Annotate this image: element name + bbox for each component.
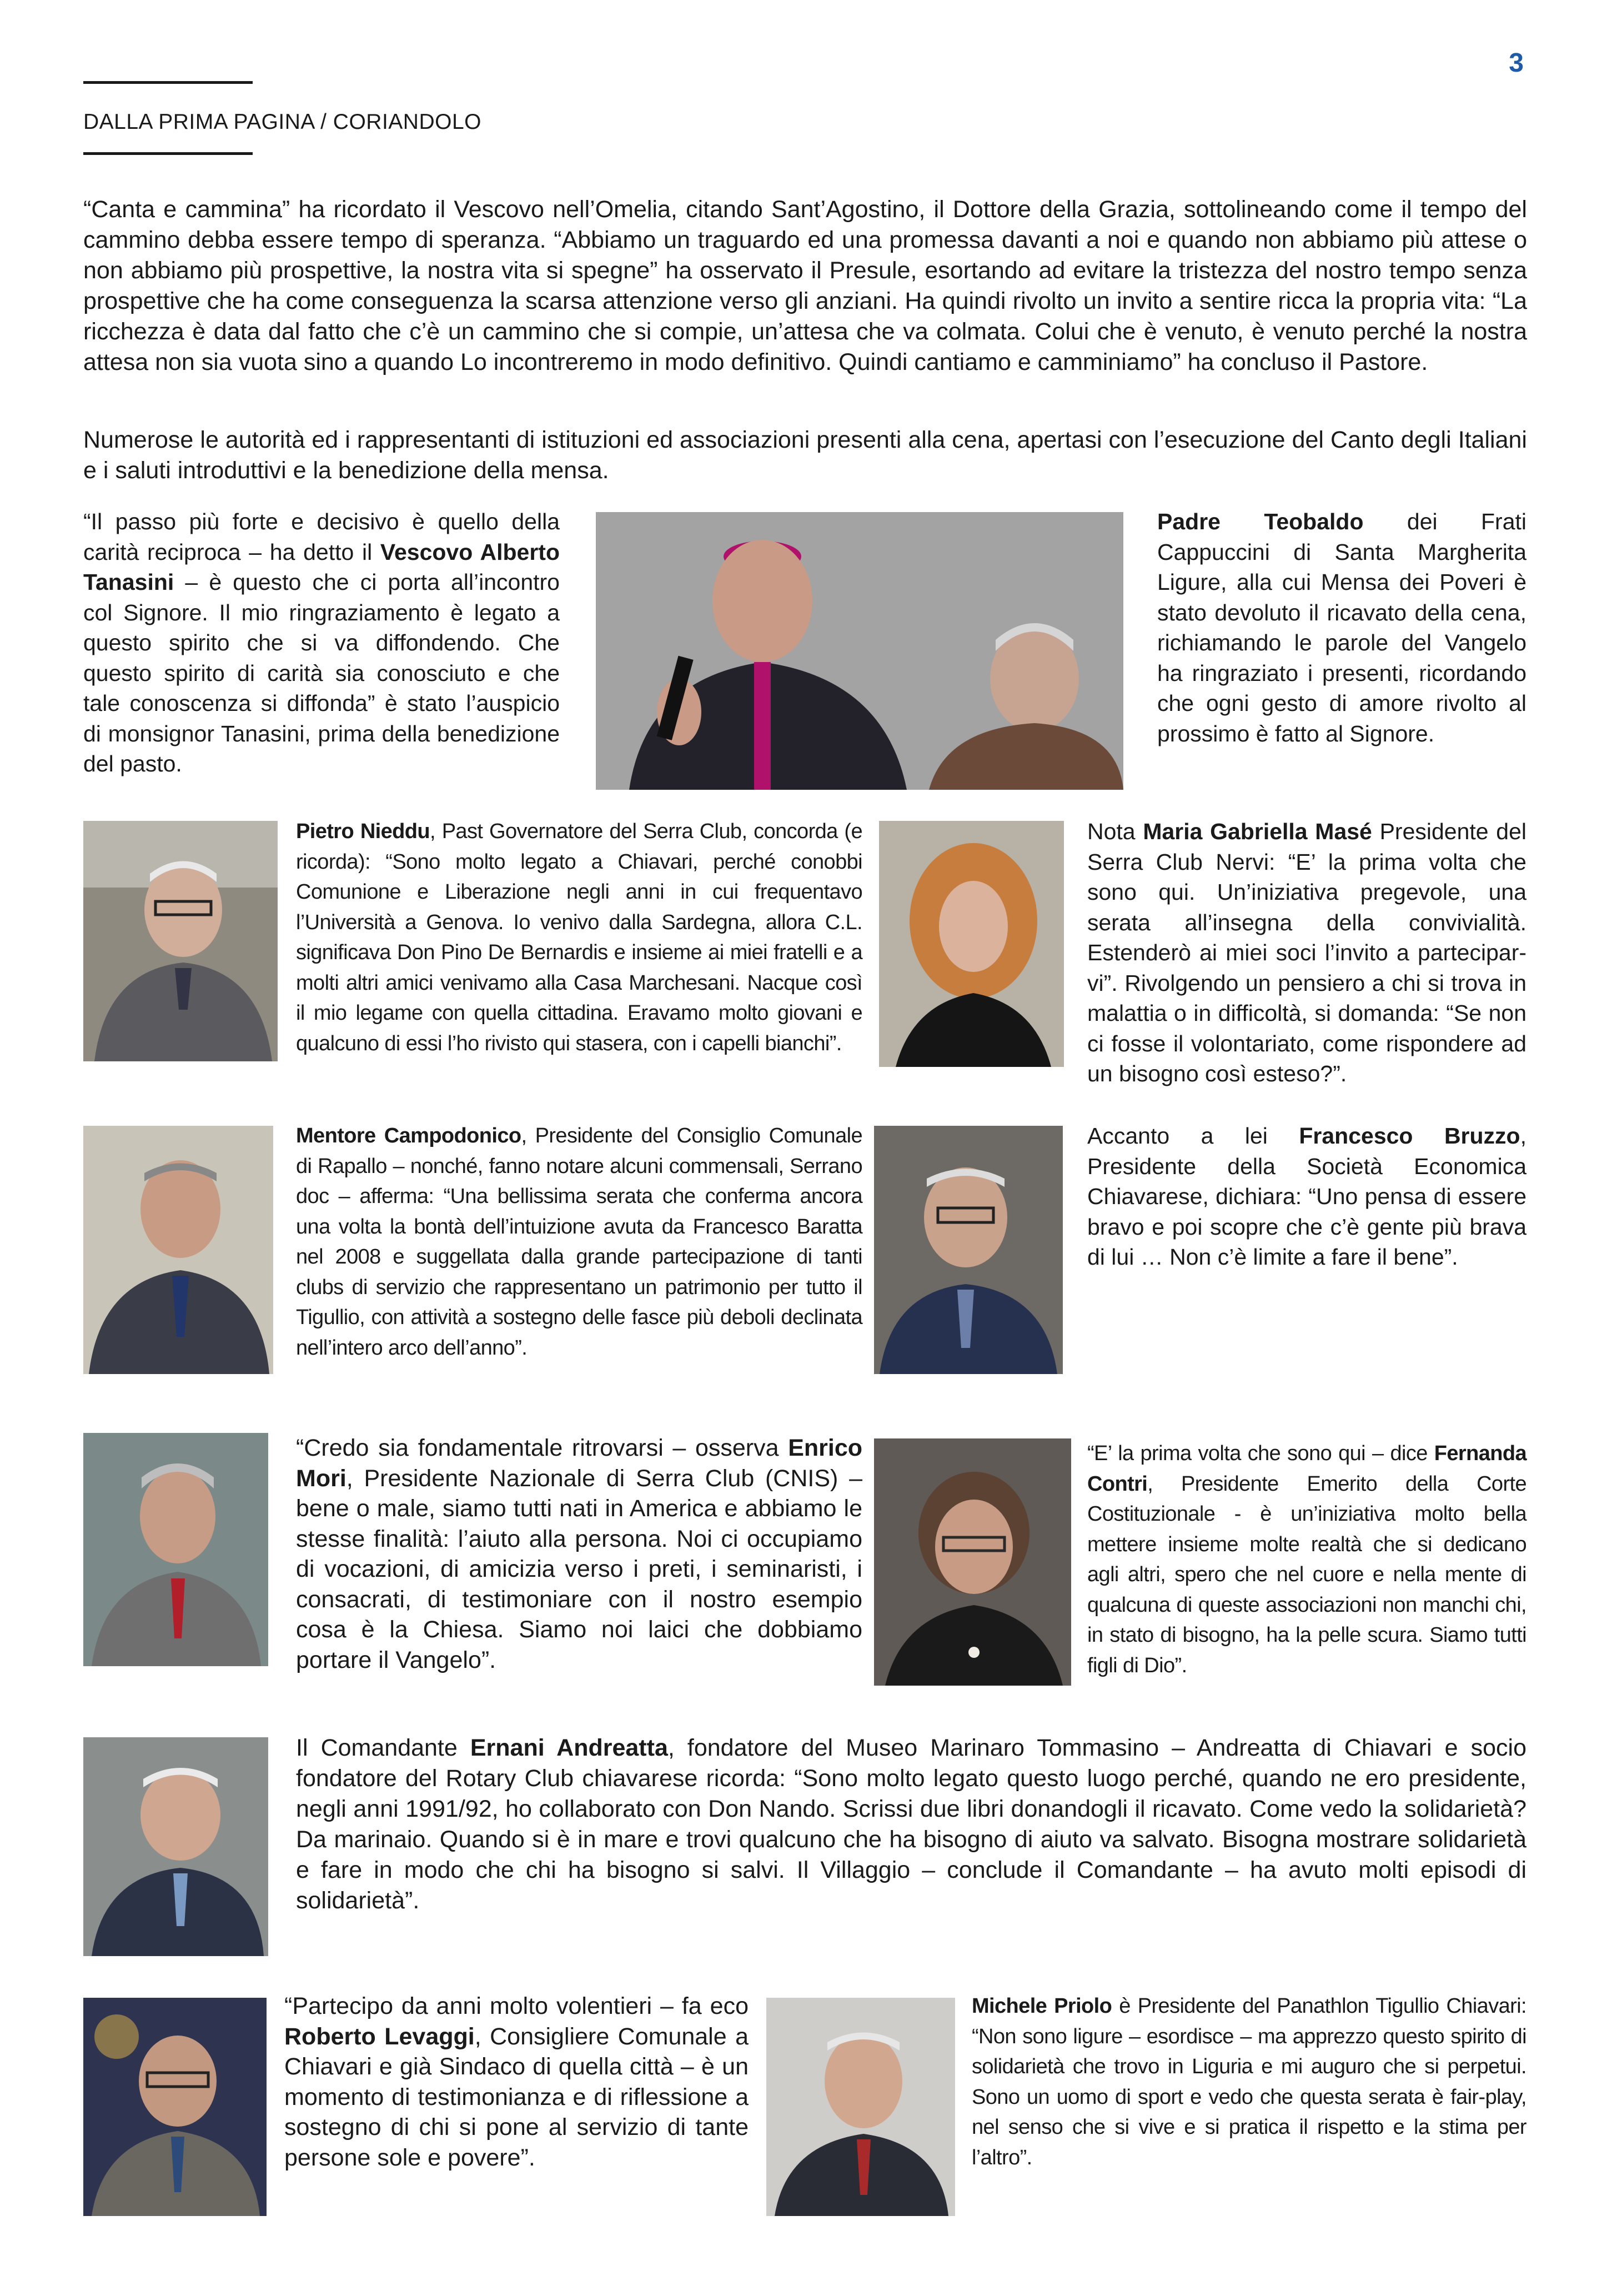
- andreatta-name: Ernani Andreatta: [470, 1734, 668, 1761]
- bruzzo-photo: [874, 1126, 1063, 1374]
- andreatta-photo: [83, 1737, 268, 1956]
- levaggi-name: Roberto Levaggi: [284, 2023, 475, 2050]
- bishop-photo: [596, 512, 1123, 790]
- contri-photo: [874, 1438, 1071, 1686]
- bishop-quote: “Il passo più forte e decisivo è quello della carità reciproca – ha detto il Vescovo Alberto Tanasini – è questo che ci porta all’incontro col Signore. Il mio ringraziamento è legato a questo spirito che si va diffondendo. Che questo spirito di carità sia conosciuto e che tale conoscenza si diffonda” è stato l’auspicio di monsignor Tanasini, prima della benedizione del pasto.: [83, 509, 560, 776]
- nieddu-text: Pietro Nieddu, Past Governatore del Serra Club, concorda (e ricorda): “Sono molto legato a Chiavari, perché conobbi Comunione e Liberazione negli anni in cui frequentavo l’Università a Genova. Io venivo dalla Sardegna, allora C.L. significava Don Pino De Bernardis e insieme ai miei fratelli e a molti altri amici venivamo alla Casa Marchesani. Nacque così il mio legame con quella cittadina. Eravamo molto giovani e qualcuno di essi l’ho rivisto qui stasera, con i capelli bianchi”.: [296, 820, 863, 1055]
- bruzzo-name: Francesco Bruzzo: [1299, 1123, 1520, 1149]
- nieddu-name: Pietro Nieddu: [296, 820, 430, 843]
- page-number: 3: [1509, 48, 1524, 78]
- priolo-text: Michele Priolo è Presidente del Panathlon Tigullio Chiavari: “Non sono ligure – esordisce – ma apprezzo questo spirito di solidarietà che trovo in Liguria e mi auguro che si perpetui. Sono un uomo di sport e vedo che questa serata è fair-play, nel senso che si vive e si pratica il rispetto e la stima per l’altro”.: [972, 1994, 1526, 2169]
- bishop-name: Vescovo Alberto Tanasini: [83, 539, 560, 595]
- mori-photo: [83, 1433, 268, 1666]
- teobaldo-text: Padre Teobaldo dei Frati Cappuccini di Santa Margherita Ligure, alla cui Mensa dei Poveri è stato devoluto il ricavato della cena, richiamando le parole del Vangelo ha ringraziato i presenti, ricordando che ogni gesto di amore rivolto al prossimo è fatto al Signore.: [1157, 509, 1526, 746]
- andreatta-text: Il Comandante Ernani Andreatta, fondatore del Museo Marinaro Tommasino – Andreatta di Chiavari e socio fondatore del Rotary Club chiavarese ricorda: “Sono molto legato questo luogo perché, quando ne ero presidente, negli anni 1991/92, ho collaborato con Don Nando. Scrissi due libri donandogli il ricavato. Come vedo la solidarietà? Da marinaio. Quando si è in mare e trovi qualcuno che ha bisogno di aiuto va salvato. Bisogna mostrare solidarietà e fare in modo che chi ha bisogno si salvi. Il Villaggio – conclude il Comandante – ha avuto molti episodi di solidarietà”.: [296, 1734, 1526, 1914]
- priolo-photo: [766, 1998, 955, 2216]
- header-rule-bottom: [83, 152, 253, 155]
- nieddu-photo: [83, 821, 278, 1061]
- priolo-name: Michele Priolo: [972, 1994, 1112, 2018]
- intro-paragraph-2: Numerose le autorità ed i rappresentanti di istituzioni ed associazioni presenti alla cena, apertasi con l’esecuzione del Canto degli Italiani e i saluti introduttivi e la benedizione della mensa.: [83, 427, 1527, 484]
- mase-photo: [879, 821, 1064, 1067]
- mori-name: Enrico Mori: [296, 1435, 862, 1492]
- contri-text: “E’ la prima volta che sono qui – dice Fernanda Contri, Presidente Emerito della Corte Costituzionale - è un’iniziativa molto bella mettere insieme molte realtà che si dedicano agli altri, spero che nel cuore e nella mente di qualcuna di queste associazioni non manchi chi, in stato di bisogno, ha la pelle scura. Siamo tutti figli di Dio”.: [1087, 1442, 1526, 1677]
- teobaldo-name: Padre Teobaldo: [1157, 509, 1364, 534]
- levaggi-photo: [83, 1998, 267, 2216]
- section-title: DALLA PRIMA PAGINA / CORIANDOLO: [83, 110, 481, 134]
- header-rule-top: [83, 81, 253, 84]
- mori-text: “Credo sia fondamentale ritrovarsi – osserva Enrico Mori, Presidente Nazionale di Serra Club (CNIS) – bene o male, siamo tutti nati in America e abbiamo le stesse finalità: l’aiuto alla persona. Noi ci occupiamo di vocazioni, di amicizia verso i preti, i seminaristi, i consacrati, di testimoniare con il nostro esempio cosa è la Chiesa. Siamo noi laici che dobbiamo portare il Vangelo”.: [296, 1435, 862, 1673]
- contri-name: Fernanda Contri: [1087, 1442, 1526, 1496]
- intro-paragraph-1: “Canta e cammina” ha ricordato il Vescovo nell’Omelia, citando Sant’Agostino, il Dottore della Grazia, sottolineando come il tempo del cammino debba essere tempo di speranza. “Abbiamo un traguardo ed una promessa davanti a noi e quando non abbiamo più attese o non abbiamo più prospettive, la nostra vita si spegne” ha osservato il Presule, esortando ad evitare la tristezza del nostro tempo senza prospettive che ha come conseguenza la scarsa attenzione verso gli anziani. Ha quindi rivolto un invito a sentire ricca la propria vita: “La ricchezza è data dal fatto che c’è un cammino che si compie, un’attesa che va colmata. Colui che è venuto, è venuto perché la nostra attesa non sia vuota sino a quando Lo incontreremo in modo definitivo. Quindi cantiamo e camminiamo” ha concluso il Pastore.: [83, 196, 1527, 375]
- mase-text: Nota Maria Gabriella Masé Presidente del Serra Club Nervi: “E’ la prima volta che sono qui. Un’iniziativa pregevole, una serata all’insegna della convivialità. Estenderò ai miei soci l’invito a parteciparvi”. Rivolgendo un pensiero a chi si trova in malattia o in difficoltà, si domanda: “Se non ci fosse il volontariato, come rispondere ad un bisogno così esteso?”.: [1087, 819, 1526, 1086]
- campodonico-name: Mentore Campodonico: [296, 1124, 521, 1147]
- mase-name: Maria Gabriella Masé: [1143, 819, 1372, 844]
- campodonico-text: Mentore Campodonico, Presidente del Consiglio Comunale di Rapallo – nonché, fanno notare alcuni commensali, Serrano doc – afferma: “Una bellissima serata che conferma ancora una volta la bontà dell’intuizione avuta da Francesco Baratta nel 2008 e suggellata dalla grande partecipazione di tanti clubs di servizio che rappresentano un patrimonio per tutto il Tigullio, con attività a sostegno delle fasce più deboli declinata nell’intero arco dell’anno”.: [296, 1124, 862, 1360]
- bruzzo-text: Accanto a lei Francesco Bruzzo, Presidente della Società Economica Chiavarese, dichiara: “Uno pensa di essere bravo e poi scopre che c’è gente più brava di lui … Non c’è limite a fare il bene”.: [1087, 1123, 1526, 1270]
- campodonico-photo: [83, 1126, 273, 1374]
- levaggi-text: “Partecipo da anni molto volentieri – fa eco Roberto Levaggi, Consigliere Comunale a Chiavari e già Sindaco di quella città – è un momento di testimonianza e di riflessione a sostegno di chi si pone al servizio di tante persone sole e povere”.: [284, 1993, 749, 2171]
